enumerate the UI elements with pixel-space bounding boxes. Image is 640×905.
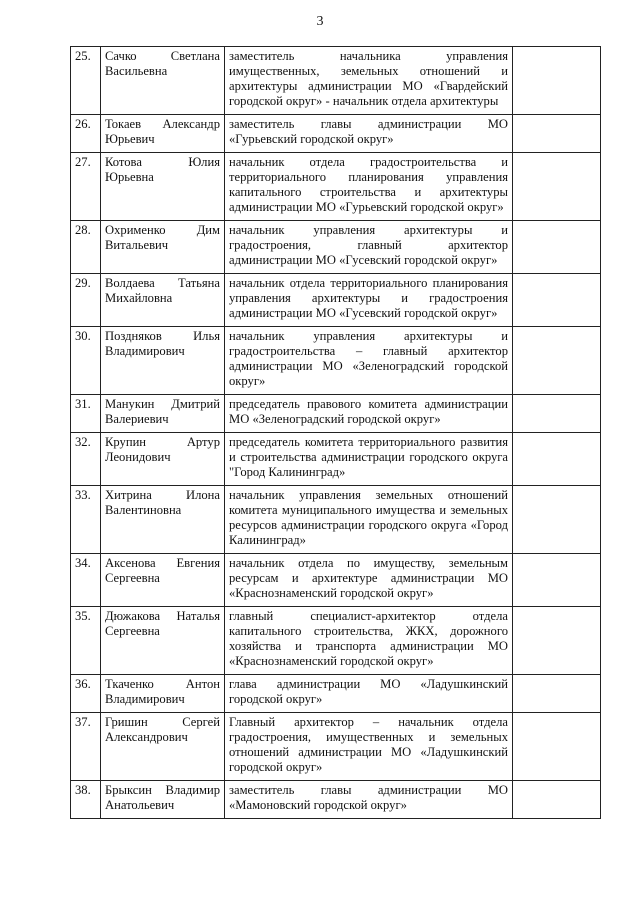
table-row bbox=[71, 153, 601, 221]
signature-cell bbox=[513, 486, 601, 554]
person-name: Сачко Светлана Васильевна bbox=[101, 47, 225, 115]
person-position: заместитель начальника управления имущественных, земельных отношений и архитектуры администрации МО «Гвардейский городской округ» - начальник отдела архитектуры bbox=[225, 47, 513, 115]
staff-table-body bbox=[71, 47, 601, 819]
signature-cell bbox=[513, 115, 601, 153]
table-row bbox=[71, 713, 601, 781]
row-number: 35. bbox=[71, 607, 101, 675]
row-number: 27. bbox=[71, 153, 101, 221]
person-position: главный специалист-архитектор отдела капитального строительства, ЖКХ, дорожного хозяйства и транспорта администрации МО «Краснознаменский городской округ» bbox=[225, 607, 513, 675]
table-row bbox=[71, 554, 601, 607]
row-number: 38. bbox=[71, 781, 101, 819]
signature-cell bbox=[513, 274, 601, 327]
page-number: 3 bbox=[316, 14, 324, 29]
table-row bbox=[71, 47, 601, 115]
person-position: начальник отдела по имуществу, земельным ресурсам и архитектуре администрации МО «Краснознаменский городской округ» bbox=[225, 554, 513, 607]
row-number: 30. bbox=[71, 327, 101, 395]
signature-cell bbox=[513, 675, 601, 713]
person-position: заместитель главы администрации МО «Мамоновский городской округ» bbox=[225, 781, 513, 819]
person-name: Брыксин Владимир Анатольевич bbox=[101, 781, 225, 819]
table-row bbox=[71, 395, 601, 433]
signature-cell bbox=[513, 433, 601, 486]
signature-cell bbox=[513, 713, 601, 781]
signature-cell bbox=[513, 47, 601, 115]
table-row bbox=[71, 607, 601, 675]
person-name: Гришин Сергей Александрович bbox=[101, 713, 225, 781]
person-position: председатель правового комитета администрации МО «Зеленоградский городской округ» bbox=[225, 395, 513, 433]
person-position: глава администрации МО «Ладушкинский городской округ» bbox=[225, 675, 513, 713]
person-name: Манукин Дмитрий Валериевич bbox=[101, 395, 225, 433]
table-row bbox=[71, 486, 601, 554]
staff-table bbox=[70, 46, 601, 819]
table-row bbox=[71, 675, 601, 713]
signature-cell bbox=[513, 153, 601, 221]
person-name: Поздняков Илья Владимирович bbox=[101, 327, 225, 395]
person-position: начальник управления архитектуры и градостроительства – главный архитектор администрации МО «Зеленоградский городской округ» bbox=[225, 327, 513, 395]
person-name: Аксенова Евгения Сергеевна bbox=[101, 554, 225, 607]
person-name: Хитрина Илона Валентиновна bbox=[101, 486, 225, 554]
person-name: Котова Юлия Юрьевна bbox=[101, 153, 225, 221]
signature-cell bbox=[513, 554, 601, 607]
person-position: начальник отдела градостроительства и территориального планирования управления капитального строительства и архитектуры администрации МО «Гурьевский городской округ» bbox=[225, 153, 513, 221]
row-number: 29. bbox=[71, 274, 101, 327]
table-row bbox=[71, 327, 601, 395]
row-number: 37. bbox=[71, 713, 101, 781]
person-position: начальник управления земельных отношений комитета муниципального имущества и земельных ресурсов администрации городского округа «Город Калининград» bbox=[225, 486, 513, 554]
person-name: Ткаченко Антон Владимирович bbox=[101, 675, 225, 713]
signature-cell bbox=[513, 221, 601, 274]
signature-cell bbox=[513, 781, 601, 819]
person-name: Охрименко Дим Витальевич bbox=[101, 221, 225, 274]
person-name: Дюжакова Наталья Сергеевна bbox=[101, 607, 225, 675]
row-number: 33. bbox=[71, 486, 101, 554]
person-name: Волдаева Татьяна Михайловна bbox=[101, 274, 225, 327]
signature-cell bbox=[513, 395, 601, 433]
table-row bbox=[71, 781, 601, 819]
row-number: 36. bbox=[71, 675, 101, 713]
row-number: 31. bbox=[71, 395, 101, 433]
row-number: 28. bbox=[71, 221, 101, 274]
person-name: Токаев Александр Юрьевич bbox=[101, 115, 225, 153]
person-position: начальник отдела территориального планирования управления архитектуры и градостроения администрации МО «Гусевский городской округ» bbox=[225, 274, 513, 327]
signature-cell bbox=[513, 607, 601, 675]
person-position: председатель комитета территориального развития и строительства администрации городского округа "Город Калининград» bbox=[225, 433, 513, 486]
row-number: 26. bbox=[71, 115, 101, 153]
table-row bbox=[71, 221, 601, 274]
table-row bbox=[71, 115, 601, 153]
row-number: 32. bbox=[71, 433, 101, 486]
signature-cell bbox=[513, 327, 601, 395]
person-name: Крупин Артур Леонидович bbox=[101, 433, 225, 486]
row-number: 25. bbox=[71, 47, 101, 115]
person-position: начальник управления архитектуры и градостроения, главный архитектор администрации МО «Гусевский городской округ» bbox=[225, 221, 513, 274]
person-position: заместитель главы администрации МО «Гурьевский городской округ» bbox=[225, 115, 513, 153]
person-position: Главный архитектор – начальник отдела градостроения, имущественных и земельных отношений администрации МО «Ладушкинский городской округ» bbox=[225, 713, 513, 781]
row-number: 34. bbox=[71, 554, 101, 607]
table-row bbox=[71, 433, 601, 486]
table-row bbox=[71, 274, 601, 327]
